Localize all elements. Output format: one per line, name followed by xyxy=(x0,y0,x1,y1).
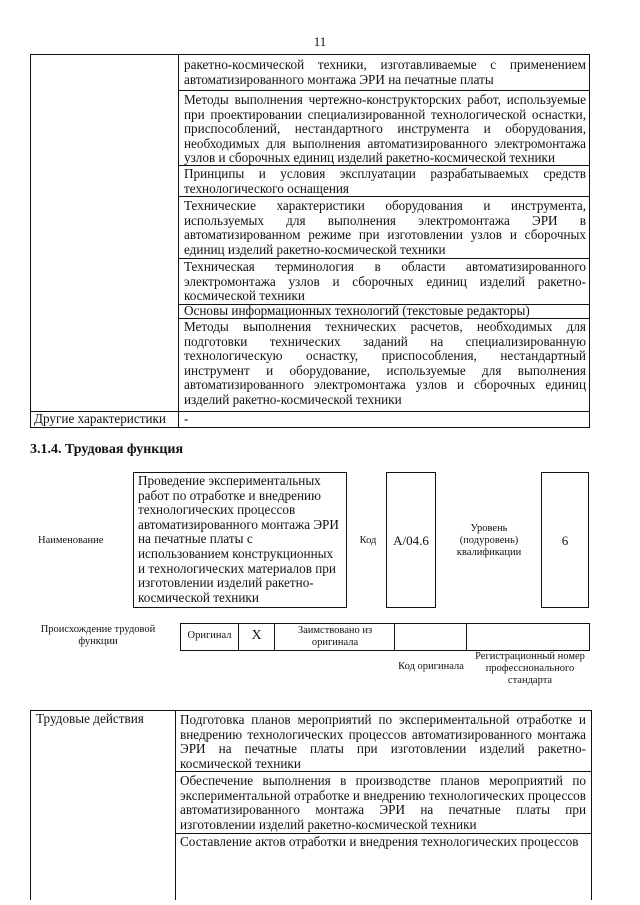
code-value: А/04.6 xyxy=(393,533,429,548)
function-name: Проведение экспериментальных работ по отработке и внедрению технологических процессов автоматизированного монтажа ЭРИ на печатные платы с использованием конструкционных и технологических материалов при изготовлении изделий ракетно-космической техники xyxy=(138,474,339,605)
original-mark: X xyxy=(251,628,262,643)
level-value: 6 xyxy=(561,533,569,548)
original-label: Оригинал xyxy=(187,630,232,641)
code-label: Код xyxy=(359,535,377,546)
name-label: Наименование xyxy=(38,535,104,546)
knowledge-row: Техническая терминология в области автоматизированного электромонтажа узлов и сборочных единиц изделий ракетно-космической техники xyxy=(184,260,586,304)
other-characteristics-value: - xyxy=(184,412,189,426)
action-item: Обеспечение выполнения в производстве планов мероприятий по экспериментальной отработке и внедрению технологических процессов автоматизированного монтажа ЭРИ на печатные платы при изготовлении изделий ракетно-космической техники xyxy=(180,774,586,832)
level-label: Уровень (подуровень) квалификации xyxy=(456,523,522,558)
origin-label: Происхождение трудовой функции xyxy=(40,624,156,647)
knowledge-row: Принципы и условия эксплуатации разрабатываемых средств технологического оснащения xyxy=(184,167,586,196)
knowledge-row: Технические характеристики оборудования и инструмента, используемых для выполнения электромонтажа ЭРИ в автоматизированном режиме при изготовлении узлов и сборочных единиц изделий ракетно-космической техники xyxy=(184,199,586,257)
reg-number-caption: Регистрационный номер профессионального стандарта xyxy=(475,651,585,686)
section-heading: 3.1.4. Трудовая функция xyxy=(30,442,184,457)
borrowed-label: Заимствовано из оригинала xyxy=(297,625,373,648)
code-original-caption: Код оригинала xyxy=(398,661,464,672)
knowledge-row: Методы выполнения технических расчетов, необходимых для подготовки технических заданий на специализированную технологическую оснастку, приспособления, нестандартный инструмент и оборудование, используемые для выполнения автоматизированного электромонтажа узлов и сборочных единиц изделий ракетно-космической техники xyxy=(184,320,586,407)
actions-label: Трудовые действия xyxy=(36,712,144,726)
page-number: 11 xyxy=(313,34,327,49)
other-characteristics-label: Другие характеристики xyxy=(34,412,166,426)
knowledge-row: Методы выполнения чертежно-конструкторских работ, используемые при проектировании специализированной технологической оснастки, приспособлений, нестандартного инструмента и оборудования, необходимых для выполнения автоматизированного электромонтажа узлов и сборочных единиц изделий ракетно-космической техники xyxy=(184,93,586,166)
knowledge-row: Основы информационных технологий (текстовые редакторы) xyxy=(184,304,530,318)
knowledge-row: ракетно-космической техники, изготавливаемые с применением автоматизированного монтажа ЭРИ на печатные платы xyxy=(184,58,586,87)
action-item: Составление актов отработки и внедрения технологических процессов xyxy=(180,835,579,849)
action-item: Подготовка планов мероприятий по экспериментальной отработке и внедрению технологических процессов автоматизированного монтажа ЭРИ на печатные платы при изготовлении изделий ракетно-космической техники xyxy=(180,713,586,771)
